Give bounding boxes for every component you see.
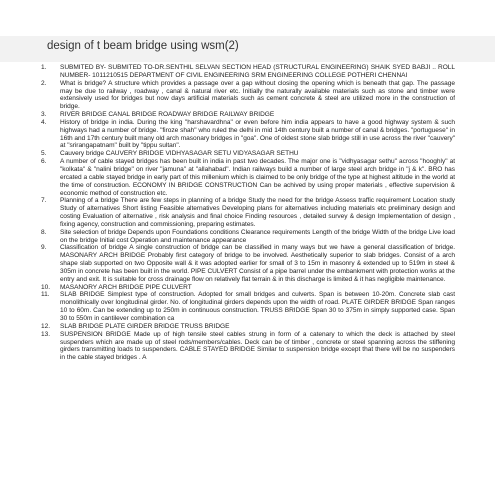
item-text: Cauvery bridge CAUVERY BRIDGE VIDHYASAGAR SETU VIDYASAGAR SETHU bbox=[60, 150, 299, 158]
item-number: 10. bbox=[41, 283, 51, 291]
list-item bbox=[30, 158, 455, 197]
item-text: What is bridge? A structure which provides a passage over a gap without closing the opening which is beneath that gap. The passage may be due to railway , roadway , canal & natural river etc. Initially the naturally available materials such as stone and timber were extensively used for bridges but now days artificial materials such as cement concrete & steel are utilized more in the construction of bridge. bbox=[60, 79, 455, 111]
list-item bbox=[30, 119, 455, 150]
item-text: MASANORY ARCH BRIDGE PIPE CULVERT bbox=[60, 283, 192, 291]
item-number: 6. bbox=[41, 158, 47, 166]
list-item bbox=[30, 150, 455, 158]
item-text: History of bridge in india. During the king "harshavardhna" or even before him india appears to have a good highway system & such highways had a number of bridge. "firoze shah" who ruled the delhi in mid 14th century built a number of canal & bridges. "portuguese" in 16th and 17th century built many old arch masonary bridges in "goa". One of oldest stone slab bridge still in use across the river "cauvery" at "srirangapatnam" built by "tippu sultan". bbox=[60, 118, 455, 150]
item-list bbox=[30, 62, 455, 362]
item-number: 13. bbox=[41, 330, 51, 338]
document-title: design of t beam bridge using wsm(2) bbox=[47, 40, 239, 52]
item-text: A number of cable stayed bridges has been built in india in past two decades. The major one is "vidhyasagar sethu" across "hooghly" at "kolkata" & "nalini bridge" on river "jamuna" at "allahabad". Indian railways build a number of large steel arch bridge in "j & k". BRO has ercated a cable stayed bridge in early part of this millenium which is claimed to be only bridge of the type at highest altitude in the world at the time of construction. ECONOMY IN BRIDGE CONSTRUCTION Can be achived by using proper materials , effective supervision & economic method of construction etc. bbox=[60, 158, 455, 197]
list-item bbox=[30, 64, 455, 80]
list-item bbox=[30, 197, 455, 228]
item-number: 11. bbox=[41, 291, 50, 299]
list-item bbox=[30, 323, 455, 331]
item-number: 9. bbox=[41, 244, 47, 252]
item-number: 4. bbox=[41, 118, 47, 126]
item-number: 2. bbox=[41, 79, 47, 87]
item-number: 3. bbox=[41, 111, 47, 119]
list-item bbox=[30, 331, 455, 362]
item-number: 8. bbox=[41, 228, 47, 236]
item-text: SLAB BRIDGE Simplest type of construction. Adopted for small bridges and culverts. Span is between 10-20m. Concrete slab cast monolithically over longitudinal girder. No. of longitudinal girders depends upon the width of road. PLATE GIRDER BRIDGE Span ranges 10 to 60m. Can be extending up to 250m in continuous construction. TRUSS BRIDGE Span 30 to 375m in simply supported case. Span 30 to 550m in cantilever combination ca bbox=[60, 291, 455, 322]
list-item bbox=[30, 111, 455, 119]
list-item bbox=[30, 80, 455, 111]
item-text: Classification of bridge A single construction of bridge can be classified in many ways but we have a general classification of bridge. MASONARY ARCH BRIDGE Probably first category of bridge to be involved. Aesthetically superior to slab bridges. Consist of a arch shape slab supported on two Opposite wall & it was adopted earlier for small of 3 to 15m in masonry & extended up to 519m in steel & 305m in concrete has been built in the world. PIPE CULVERT Consist of a pipe barrel under the embankment with protection works at the entry and exit. It is suitable for cross drainage flow on relatively flat terrain & in this discharge is limited & it has negligible maintenance. bbox=[60, 244, 455, 283]
item-text: Site selection of bridge Depends upon Foundations conditions Clearance requirements Length of the bridge Width of the bridge Live load on the bridge Initial cost Operation and maintenance appearance bbox=[60, 228, 455, 244]
list-item bbox=[30, 291, 455, 322]
item-number: 12. bbox=[41, 322, 51, 330]
list-item bbox=[30, 284, 455, 292]
item-number: 5. bbox=[41, 150, 47, 158]
item-text: SUBMITED BY- SUBMITED TO-DR.SENTHIL SELVAN SECTION HEAD (STRUCTURAL ENGINEERING) SHAIK SYED BABJI .. ROLL NUMBER- 1011210515 DEPARTMENT OF CIVIL ENGINEERING SRM ENGINEERING COLLEGE POTHERI CHENNAI bbox=[60, 64, 455, 79]
item-text: Planning of a bridge There are few steps in planning of a bridge Study the need for the bridge Assess traffic requirement Location study Study of alternatives Short listing Feasible alternatives Developing plans for alternatives including materials etc preliminary design and costing Evaluation of alternative , risk analysis and final choice Finding resources , detailed survey & design Implementation of design , fixing agency, construction and commissioning, preparing estimates. bbox=[60, 197, 455, 228]
item-number: 1. bbox=[41, 64, 47, 71]
list-item bbox=[30, 229, 455, 245]
list-item bbox=[30, 244, 455, 283]
document-page bbox=[30, 62, 455, 472]
item-number: 7. bbox=[41, 197, 47, 205]
item-text: SLAB BRIDGE PLATE GIRDER BRIDGE TRUSS BRIDGE bbox=[60, 322, 230, 330]
item-text: SUSPENSION BRIDGE Made up of high tensile steel cables strung in form of a catenary to which the deck is attached by steel suspenders which are made up of steel rods/members/cables. Deck can be of timber , concrete or steel spanning across the stiffening girders transmitting loads to suspenders. CABLE STAYED BRIDGE Similar to suspension bridge except that there will be no suspenders in the cable stayed bridges . A bbox=[60, 330, 455, 362]
item-text: RIVER BRIDGE CANAL BRIDGE ROADWAY BRIDGE RAILWAY BRIDGE bbox=[60, 111, 275, 119]
